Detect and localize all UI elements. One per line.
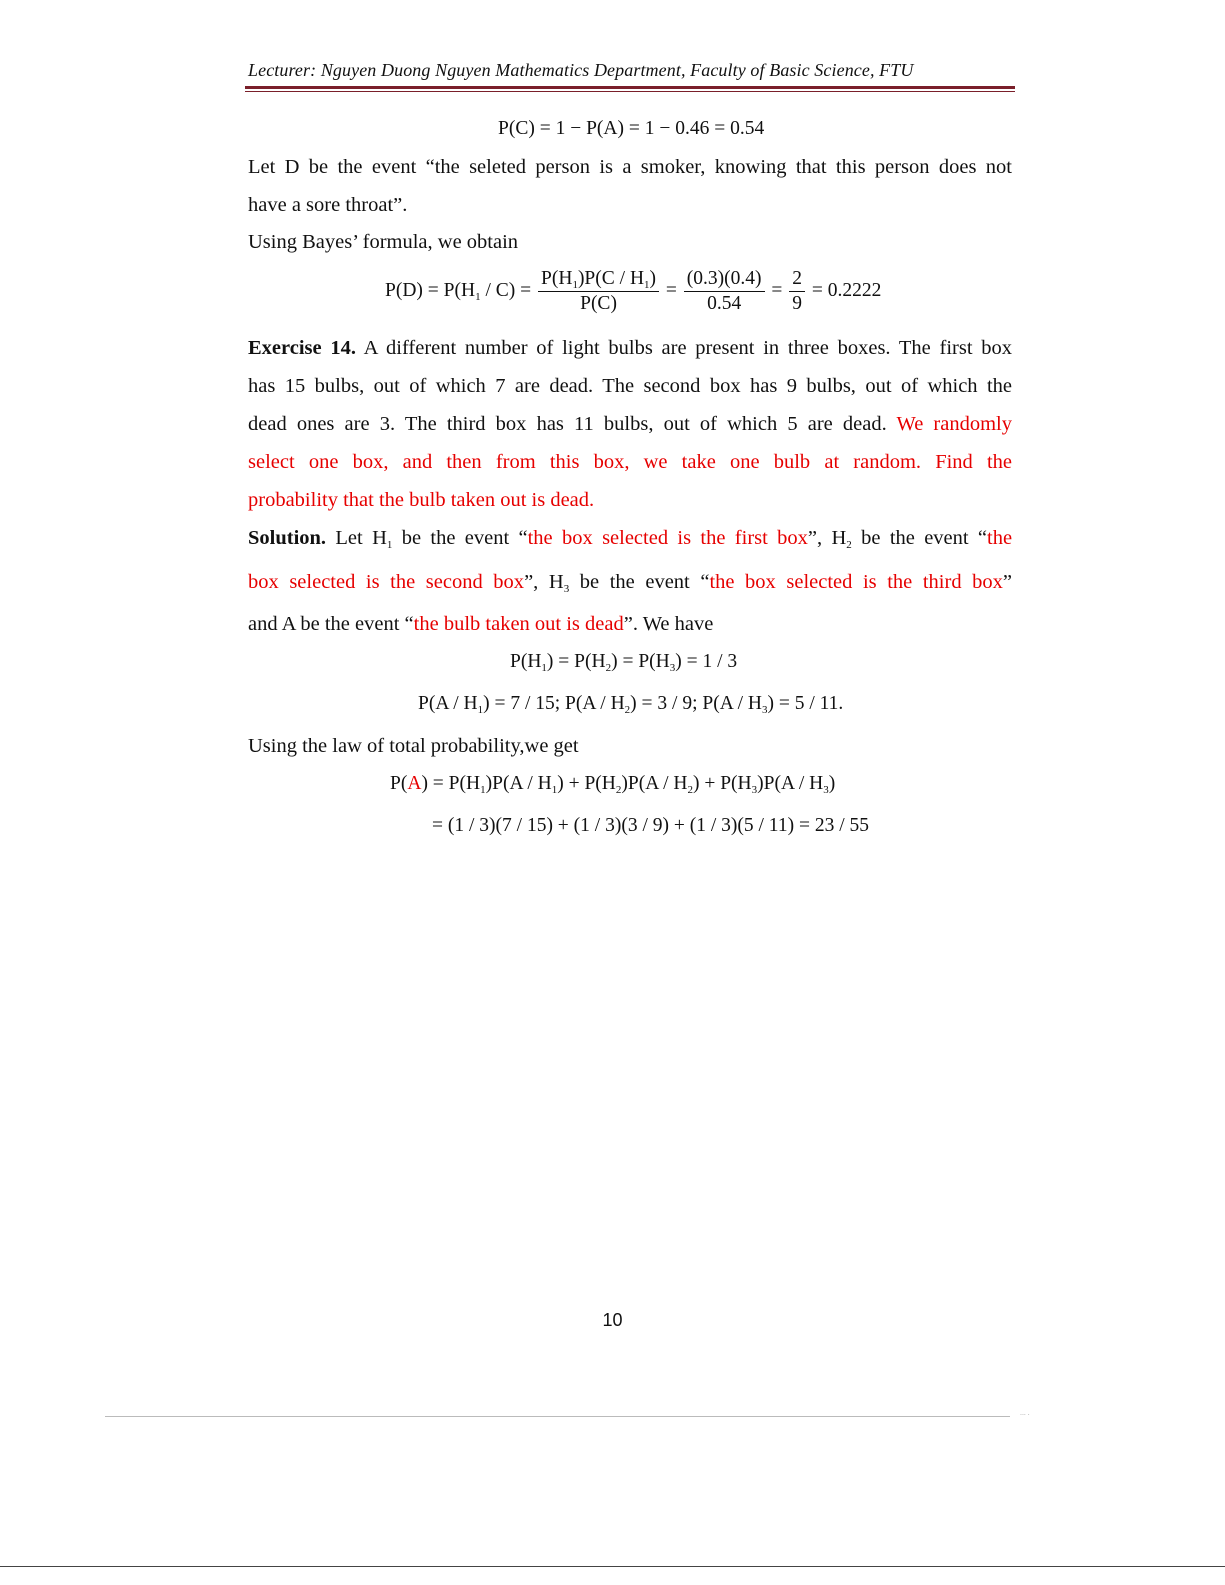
fraction-simplified: $\frac{2}{9}$: [789, 267, 805, 316]
fraction-values: $\frac{(0.3)(0.4)}{0.54}$: [684, 267, 765, 316]
equation-total-2: = (1 / 3)(7 / 15) + (1 / 3)(3 / 9) + (1 / 3)(5 / 11) = 23 / 55: [432, 815, 869, 836]
running-header: Lecturer: Nguyen Duong Nguyen Mathematics Department, Faculty of Basic Science, FTU: [248, 60, 914, 80]
solution-line-2: box selected is the second box”, $H_3$ be the event “the box selected is the third box”: [248, 571, 1013, 595]
exercise-14-line-1: Exercise 14. A different number of light bulbs are present in three boxes. The first box: [248, 337, 1013, 359]
page-bottom-edge: [0, 1566, 1225, 1567]
paragraph-d-line-2: have a sore throat”.: [248, 194, 408, 216]
equation-pc: P(C) = 1 − P(A) = 1 − 0.46 = 0.54: [498, 118, 765, 139]
solution-line-1: Solution. Let $H_1$ be the event “the box selected is the first box”, $H_2$ be the event “the: [248, 527, 1013, 551]
paragraph-d-line-1: Let D be the event “the seleted person is a smoker, knowing that this person does not: [248, 156, 1012, 178]
header-rule-thick: [245, 86, 1015, 89]
equation-prior: $P(H_1) = P(H_2) = P(H_3) = 1 / 3$: [510, 651, 738, 674]
page-number: 10: [602, 1310, 623, 1330]
footer-dots: ... .: [1020, 1410, 1030, 1417]
equation-conditional: $P(A / H_1) = 7 / 15$; $P(A / H_2) = 3 / 9$; $P(A / H_3) = 5 / 11$.: [418, 693, 844, 716]
equation-total-1: $P(A) = P(H_1)P(A / H_1) + P(H_2)P(A / H_2) + P(H_3)P(A / H_3)$: [390, 773, 836, 796]
solution-label: Solution.: [248, 527, 327, 549]
exercise-14-line-4: select one box, and then from this box, we take one bulb at random. Find the: [248, 451, 1012, 473]
exercise-14-line-5: probability that the bulb taken out is dead.: [248, 489, 595, 511]
total-probability-intro: Using the law of total probability,we get: [248, 735, 579, 757]
pd-lhs: $P(D) = P(H_1 / C)$ =: [385, 279, 532, 303]
fraction-bayes: $\frac{P(H_1)P(C / H_1)}{P(C)}$: [538, 267, 659, 316]
header-rule-thin: [245, 91, 1015, 92]
equation-pd: $P(D) = P(H_1 / C)$ = $\frac{P(H_1)P(C / H_1)}{P(C)}$ = $\frac{(0.3)(0.4)}{0.54}$ = $\frac{2}{9}$ = 0.2222: [385, 268, 882, 314]
solution-line-3: and A be the event “the bulb taken out is dead”. We have: [248, 613, 714, 635]
exercise-14-line-2: has 15 bulbs, out of which 7 are dead. The second box has 9 bulbs, out of which the: [248, 375, 1012, 397]
footer-rule: [105, 1416, 1010, 1417]
exercise-label: Exercise 14.: [248, 337, 356, 359]
paragraph-d-line-3: Using Bayes’ formula, we obtain: [248, 231, 519, 253]
exercise-14-line-3: dead ones are 3. The third box has 11 bulbs, out of which 5 are dead. We randomly: [248, 413, 1012, 435]
